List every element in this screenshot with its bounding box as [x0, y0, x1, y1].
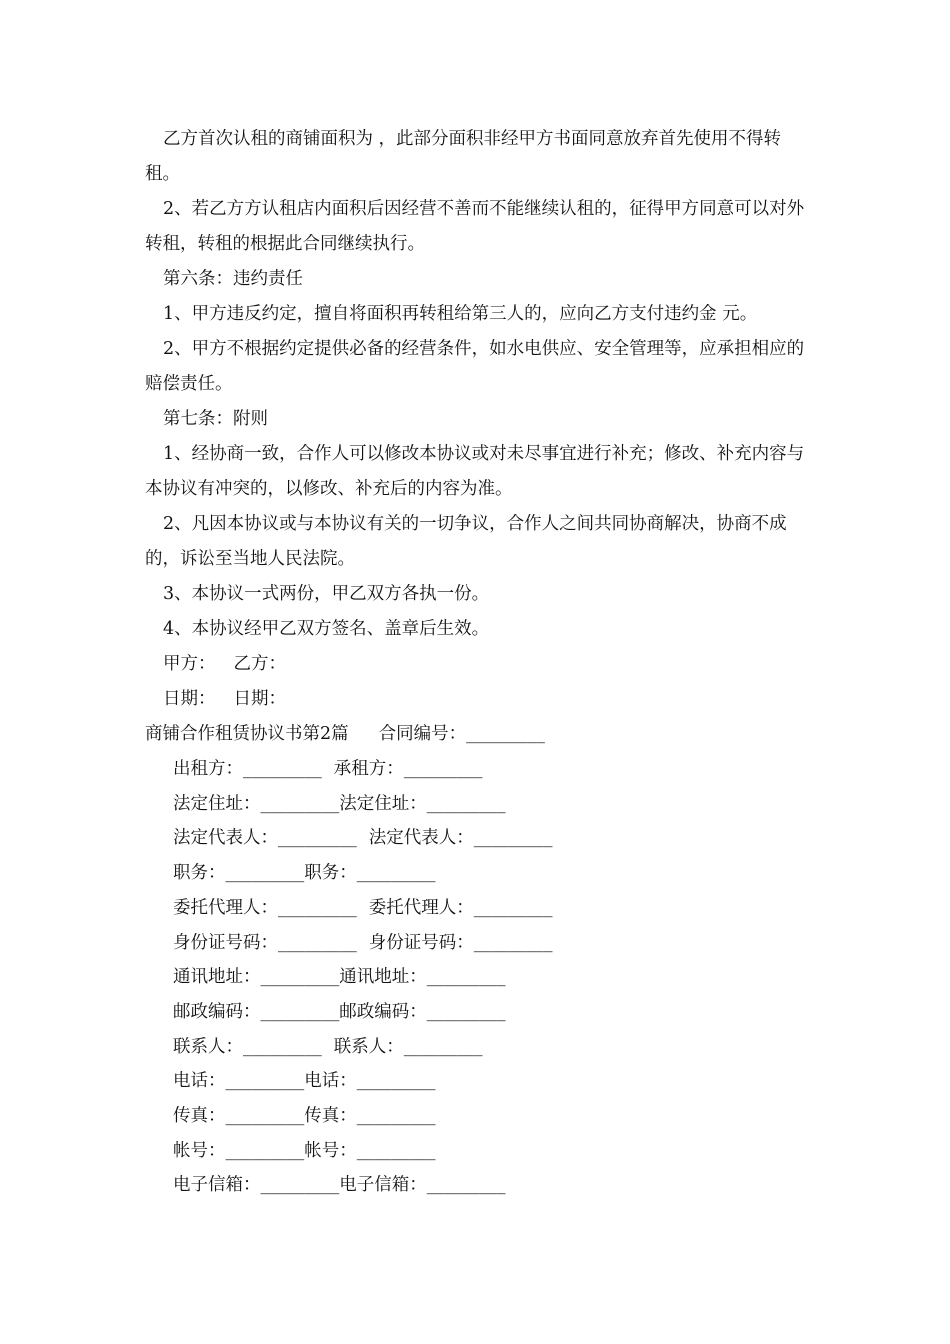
contract-number-label: 合同编号：	[378, 724, 467, 744]
lessor-field-blank: _________	[278, 828, 357, 849]
paragraph-appendix-3: 3、本协议一式两份，甲乙双方各执一份。	[163, 584, 490, 604]
lessor-field-blank: _________	[225, 1140, 305, 1161]
lessee-field-blank: _________	[426, 1001, 506, 1022]
lessor-field-label: 法定住址：	[173, 793, 261, 814]
lessor-field-label: 法定代表人：	[173, 828, 278, 849]
lessee-field-label: 通讯地址：	[339, 967, 427, 988]
party-b-label: 乙方：	[233, 654, 286, 674]
lessee-field-label: 委托代理人：	[368, 897, 474, 918]
lessee-field-blank: _________	[403, 1036, 483, 1057]
lessee-field-blank: _________	[473, 828, 553, 849]
party-info-row	[173, 752, 483, 787]
party-info-row	[173, 1134, 436, 1169]
lessor-field-label: 联系人：	[173, 1036, 243, 1057]
lessee-field-blank: _________	[356, 1071, 436, 1092]
contract-number-blank: _________	[466, 724, 545, 744]
lessor-field-label: 出租方：	[173, 759, 243, 779]
party-info-row	[173, 787, 506, 822]
lessee-field-label: 帐号：	[304, 1140, 357, 1161]
lessee-field-label: 传真：	[304, 1106, 357, 1126]
lessor-field-blank: _________	[260, 1001, 340, 1022]
lessor-field-label: 通讯地址：	[173, 967, 261, 988]
party-info-row	[173, 960, 506, 995]
lessor-field-label: 电话：	[173, 1071, 226, 1092]
lessee-field-blank: _________	[473, 932, 553, 953]
lessor-field-blank: _________	[278, 932, 357, 953]
party-info-row	[173, 856, 436, 891]
party-info-row	[173, 1099, 436, 1134]
lessor-field-label: 传真：	[173, 1106, 226, 1126]
paragraph-appendix-4: 4、本协议经甲乙双方签名、盖章后生效。	[163, 619, 490, 639]
lessee-field-blank: _________	[426, 1175, 506, 1196]
party-info-row	[173, 1168, 506, 1203]
lessor-field-blank: _________	[260, 967, 340, 988]
party-info-row	[173, 926, 553, 961]
signature-line	[145, 647, 809, 682]
lessor-field-label: 委托代理人：	[173, 897, 278, 918]
article-7-heading: 第七条：附则	[163, 409, 268, 429]
date-line	[145, 682, 809, 717]
lessor-field-blank: _________	[278, 897, 357, 918]
lessor-field-blank: _________	[225, 863, 305, 884]
section-2-title-line	[145, 717, 809, 752]
paragraph-appendix-1: 1、经协商一致，合作人可以修改本协议或对未尽事宜进行补充；修改、补充内容与本协议有冲突的，以修改、补充后的内容为准。	[145, 444, 805, 499]
lessor-field-blank: _________	[243, 1036, 322, 1057]
lessor-field-blank: _________	[243, 759, 322, 779]
lessor-field-blank: _________	[260, 1175, 340, 1196]
party-info-row	[173, 821, 553, 856]
lessee-field-label: 电话：	[304, 1071, 357, 1092]
lessee-field-blank: _________	[426, 967, 506, 988]
lessee-field-label: 承租方：	[333, 759, 404, 779]
party-a-label: 甲方：	[163, 654, 216, 674]
lessee-field-label: 联系人：	[333, 1036, 404, 1057]
lessee-field-blank: _________	[356, 863, 436, 884]
lessor-field-blank: _________	[260, 793, 340, 814]
lessee-field-blank: _________	[356, 1140, 436, 1161]
lessor-field-label: 职务：	[173, 863, 226, 884]
lessor-field-label: 帐号：	[173, 1140, 226, 1161]
lessee-field-label: 身份证号码：	[368, 932, 474, 953]
lessee-field-blank: _________	[473, 897, 553, 918]
section-2-title: 商铺合作租赁协议书第2篇	[145, 724, 349, 744]
lessor-field-blank: _________	[225, 1071, 305, 1092]
party-info-row	[173, 891, 553, 926]
lessee-field-label: 法定代表人：	[368, 828, 474, 849]
lessor-field-blank: _________	[225, 1106, 305, 1126]
lessee-field-label: 邮政编码：	[339, 1001, 427, 1022]
party-info-row	[173, 995, 506, 1030]
lessee-field-blank: _________	[403, 759, 483, 779]
lessee-field-blank: _________	[356, 1106, 436, 1126]
article-6-heading: 第六条：违约责任	[163, 269, 303, 289]
lessor-field-label: 邮政编码：	[173, 1001, 261, 1022]
paragraph-breach-1: 1、甲方违反约定，擅自将面积再转租给第三人的，应向乙方支付违约金 元。	[163, 304, 758, 324]
lessee-field-label: 法定住址：	[339, 793, 427, 814]
lessor-field-label: 电子信箱：	[173, 1175, 261, 1196]
lessee-field-blank: _________	[426, 793, 506, 814]
paragraph-appendix-2: 2、凡因本协议或与本协议有关的一切争议，合作人之间共同协商解决，协商不成的，诉讼至当地人民法院。	[145, 514, 787, 569]
party-info-row	[173, 1030, 483, 1065]
paragraph-sublease-area: 乙方首次认租的商铺面积为 ，此部分面积非经甲方书面同意放弃首先使用不得转租。	[145, 129, 782, 184]
paragraph-sublease-transfer: 2、若乙方方认租店内面积后因经营不善而不能继续认租的，征得甲方同意可以对外转租，转租的根据此合同继续执行。	[145, 199, 805, 254]
lessee-field-label: 职务：	[304, 863, 357, 884]
party-info-row	[173, 1064, 436, 1099]
lessee-field-label: 电子信箱：	[339, 1175, 427, 1196]
date-a-label: 日期：	[163, 689, 216, 709]
date-b-label: 日期：	[233, 689, 286, 709]
lessor-field-label: 身份证号码：	[173, 932, 278, 953]
paragraph-breach-2: 2、甲方不根据约定提供必备的经营条件，如水电供应、安全管理等，应承担相应的赔偿责任。	[145, 339, 805, 394]
